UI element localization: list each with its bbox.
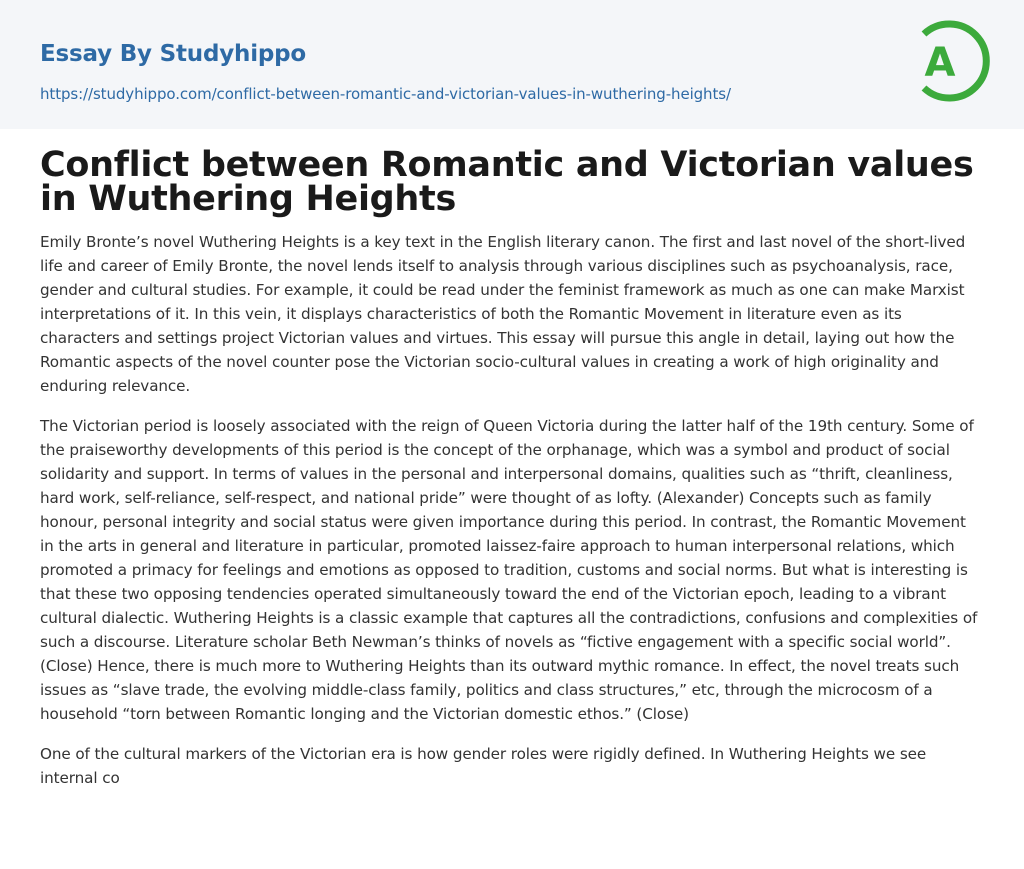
studyhippo-logo-icon[interactable] [904,16,994,106]
article-title: Conflict between Romantic and Victorian values in Wuthering Heights [40,145,974,219]
article-paragraph-3: One of the cultural markers of the Victorian era is how gender roles were rigidly defined. In Wuthering Heights we see internal co [40,745,927,787]
site-brand[interactable]: Essay By Studyhippo [40,41,307,67]
article-paragraph-1: Emily Bronte’s novel Wuthering Heights is a key text in the English literary canon. The first and last novel of the short-lived life and career of Emily Bronte, the novel lends itself to analysis through various disciplines such as psychoanalysis, race, gender and cultural studies. For example, it could be read under the feminist framework as much as one can make Marxist interpretations of it. In this vein, it displays characteristics of both the Romantic Movement in literature even as its characters and settings project Victorian values and virtues. This essay will pursue this angle in detail, laying out how the Romantic aspects of the novel counter pose the Victorian socio-cultural values in creating a work of high originality and enduring relevance. [40,233,966,395]
article [40,145,984,790]
essay-url-link[interactable]: https://studyhippo.com/conflict-between-romantic-and-victorian-values-in-wuthering-heights/ [40,85,731,103]
logo-letter: A [924,40,956,86]
page-header [0,0,1024,129]
article-paragraph-2: The Victorian period is loosely associated with the reign of Queen Victoria during the latter half of the 19th century. Some of the praiseworthy developments of this period is the concept of the orphanage, which was a symbol and product of social solidarity and support. In terms of values in the personal and interpersonal domains, qualities such as “thrift, cleanliness, hard work, self-reliance, self-respect, and national pride” were thought of as lofty. (Alexander) Concepts such as family honour, personal integrity and social status were given importance during this period. In contrast, the Romantic Movement in the arts in general and literature in particular, promoted laissez-faire approach to human interpersonal relations, which promoted a primacy for feelings and emotions as opposed to tradition, customs and social norms. But what is interesting is that these two opposing tendencies operated simultaneously toward the end of the Victorian epoch, leading to a vibrant cultural dialectic. Wuthering Heights is a classic example that captures all the contradictions, confusions and complexities of such a discourse. Literature scholar Beth Newman’s thinks of novels as “fictive engagement with a specific social world”. (Close) Hence, there is much more to Wuthering Heights than its outward mythic romance. In effect, the novel treats such issues as “slave trade, the evolving middle-class family, politics and class structures,” etc, through the microcosm of a household “torn between Romantic longing and the Victorian domestic ethos.” (Close) [40,417,978,723]
